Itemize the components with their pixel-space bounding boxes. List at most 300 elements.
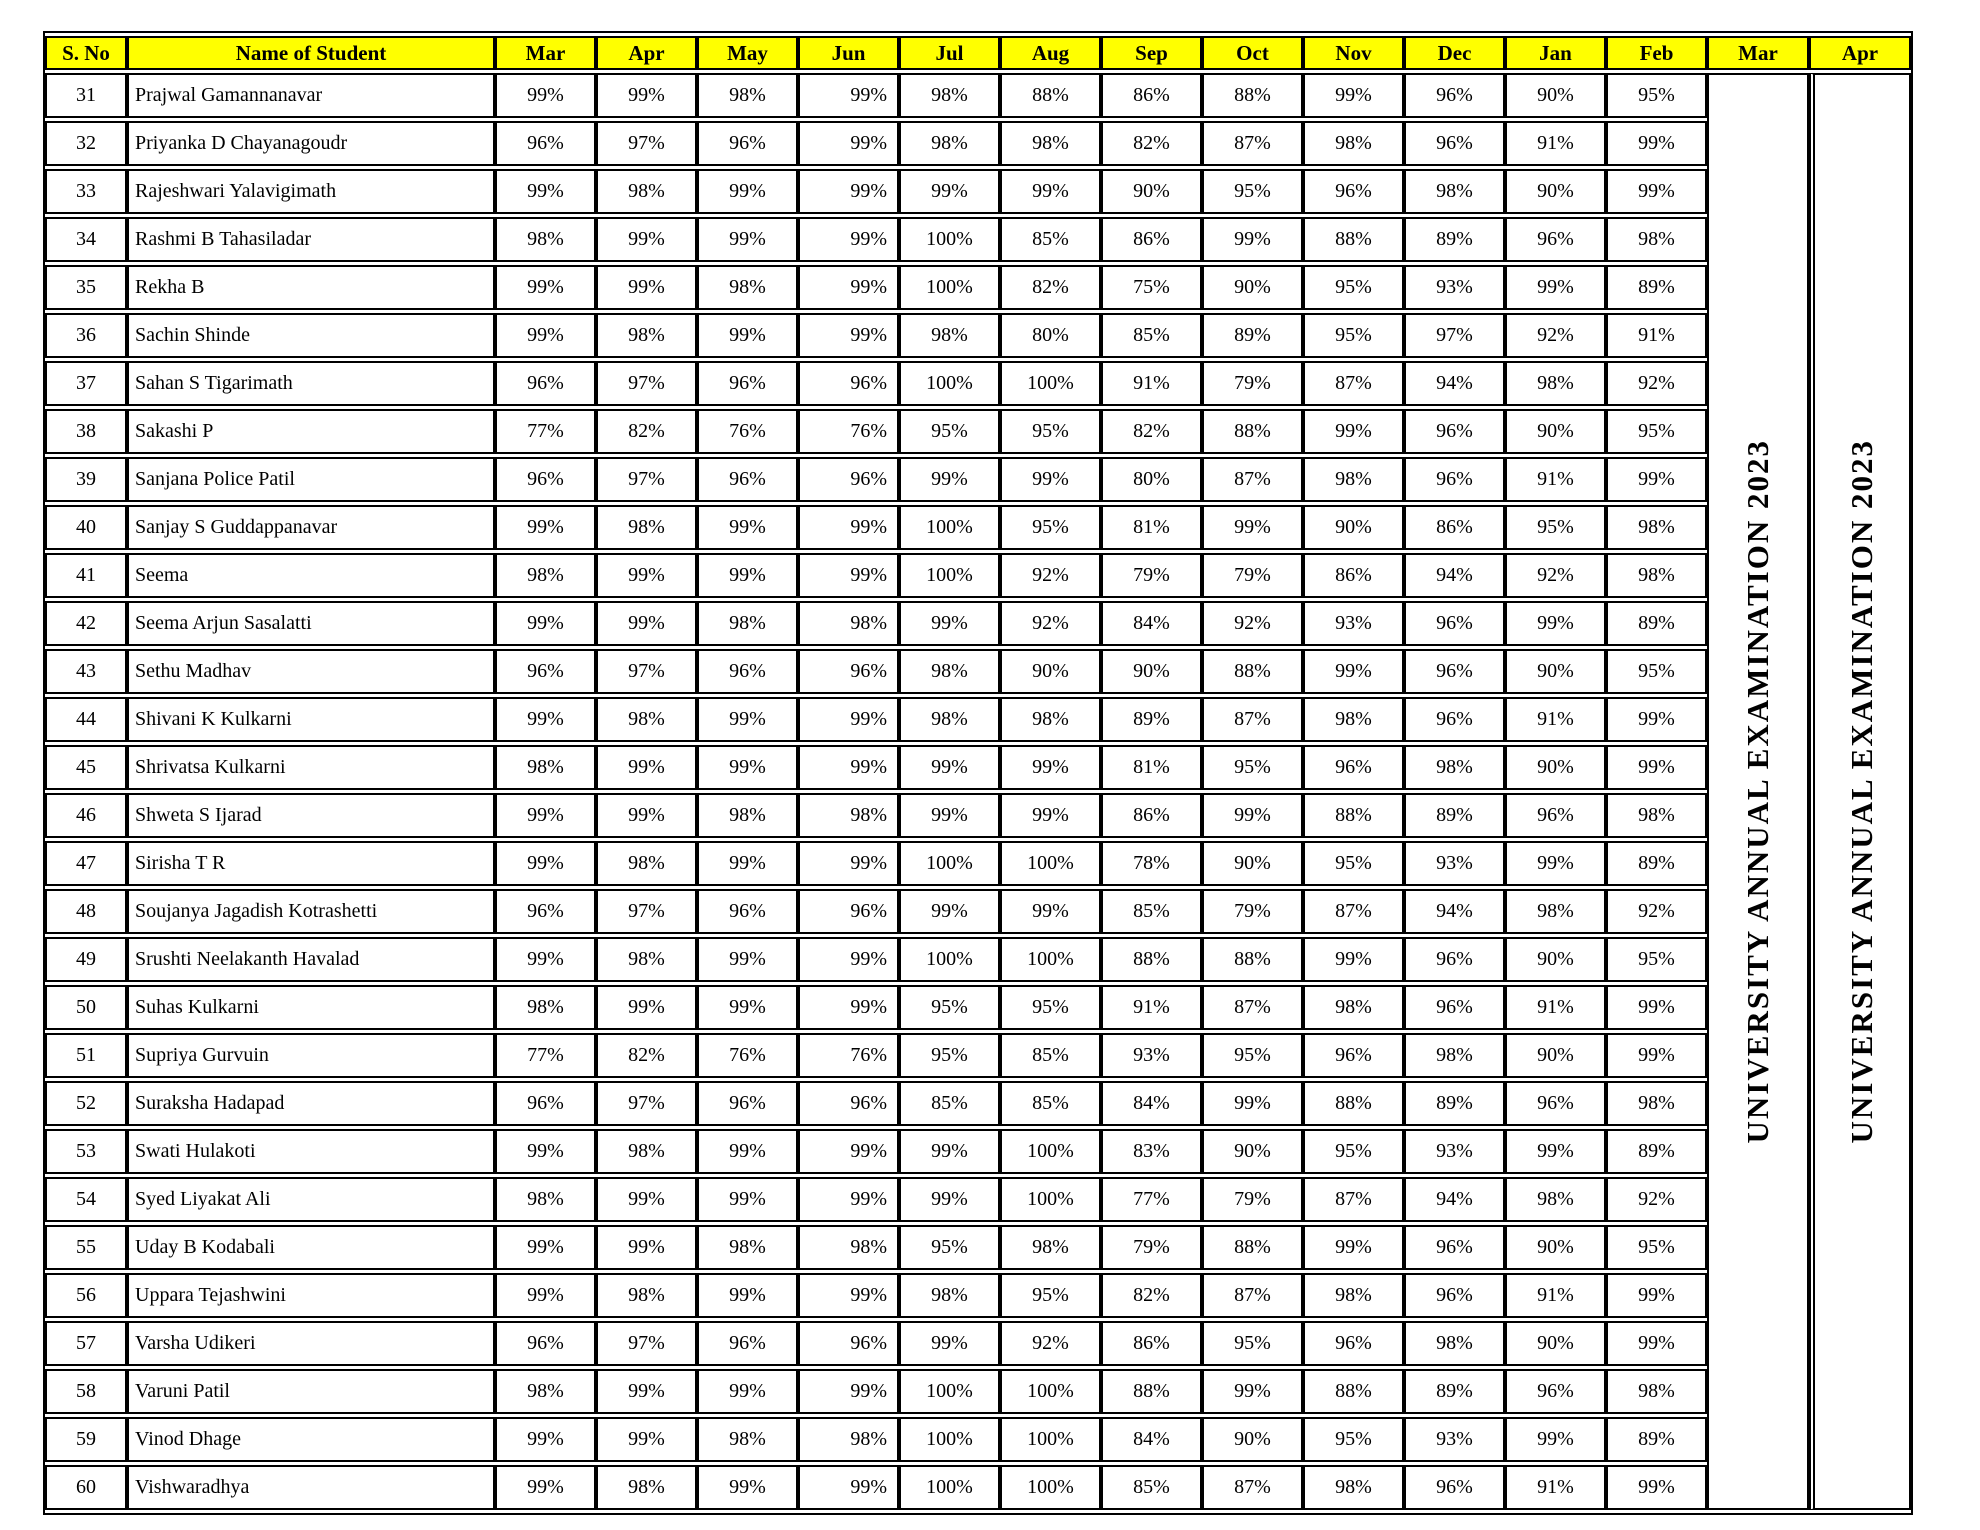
exam-vertical-cell-apr (1809, 73, 1911, 1510)
attendance-cell: 90% (1505, 1033, 1606, 1078)
row-number-cell: 38 (45, 409, 127, 454)
attendance-cell: 91% (1101, 985, 1202, 1030)
attendance-cell: 99% (899, 745, 1000, 790)
attendance-cell: 88% (1303, 217, 1404, 262)
attendance-cell: 100% (899, 937, 1000, 982)
attendance-cell: 87% (1303, 1177, 1404, 1222)
student-name-cell: Srushti Neelakanth Havalad (127, 937, 495, 982)
attendance-cell: 98% (899, 697, 1000, 742)
attendance-cell: 99% (899, 889, 1000, 934)
attendance-cell: 99% (1303, 649, 1404, 694)
attendance-cell: 99% (697, 169, 798, 214)
attendance-cell: 99% (798, 265, 899, 310)
row-number-cell: 33 (45, 169, 127, 214)
attendance-cell: 98% (1303, 1273, 1404, 1318)
attendance-cell: 100% (1000, 1129, 1101, 1174)
attendance-cell: 93% (1404, 1417, 1505, 1462)
attendance-cell: 99% (596, 985, 697, 1030)
column-header-month: Sep (1101, 36, 1202, 70)
student-name-cell: Shrivatsa Kulkarni (127, 745, 495, 790)
column-header-month: Mar (495, 36, 596, 70)
attendance-sheet (43, 31, 1913, 1515)
attendance-cell: 99% (495, 1417, 596, 1462)
student-name-cell: Supriya Gurvuin (127, 1033, 495, 1078)
student-name-cell: Sirisha T R (127, 841, 495, 886)
attendance-cell: 84% (1101, 1081, 1202, 1126)
attendance-cell: 95% (1303, 313, 1404, 358)
table-row (45, 505, 1911, 550)
attendance-cell: 99% (1606, 457, 1707, 502)
table-row (45, 1273, 1911, 1318)
student-name-cell: Suhas Kulkarni (127, 985, 495, 1030)
attendance-cell: 99% (1505, 601, 1606, 646)
attendance-cell: 95% (1303, 1417, 1404, 1462)
table-row (45, 121, 1911, 166)
table-row (45, 697, 1911, 742)
attendance-cell: 79% (1101, 553, 1202, 598)
attendance-cell: 89% (1202, 313, 1303, 358)
student-name-cell: Sanjana Police Patil (127, 457, 495, 502)
attendance-cell: 88% (1000, 73, 1101, 118)
attendance-cell: 95% (1303, 265, 1404, 310)
attendance-cell: 99% (1505, 265, 1606, 310)
attendance-cell: 76% (697, 1033, 798, 1078)
row-number-cell: 32 (45, 121, 127, 166)
row-number-cell: 44 (45, 697, 127, 742)
attendance-cell: 99% (495, 1465, 596, 1510)
table-row (45, 649, 1911, 694)
table-row (45, 1369, 1911, 1414)
attendance-cell: 99% (798, 217, 899, 262)
table-row (45, 1225, 1911, 1270)
attendance-cell: 92% (1000, 553, 1101, 598)
attendance-cell: 99% (697, 1129, 798, 1174)
attendance-cell: 79% (1202, 361, 1303, 406)
row-number-cell: 34 (45, 217, 127, 262)
attendance-cell: 99% (1606, 1273, 1707, 1318)
attendance-cell: 91% (1505, 1273, 1606, 1318)
attendance-cell: 96% (697, 361, 798, 406)
attendance-cell: 100% (899, 217, 1000, 262)
attendance-cell: 99% (798, 697, 899, 742)
attendance-cell: 90% (1505, 1225, 1606, 1270)
attendance-cell: 91% (1505, 985, 1606, 1030)
attendance-cell: 96% (1404, 601, 1505, 646)
attendance-cell: 96% (697, 649, 798, 694)
attendance-cell: 99% (899, 793, 1000, 838)
attendance-cell: 98% (1000, 1225, 1101, 1270)
attendance-cell: 98% (1303, 457, 1404, 502)
attendance-cell: 99% (1000, 889, 1101, 934)
attendance-cell: 90% (1505, 1321, 1606, 1366)
attendance-cell: 81% (1101, 745, 1202, 790)
attendance-cell: 98% (1404, 1033, 1505, 1078)
attendance-cell: 98% (798, 601, 899, 646)
attendance-cell: 99% (697, 1465, 798, 1510)
attendance-cell: 99% (1505, 1417, 1606, 1462)
column-header-month: May (697, 36, 798, 70)
attendance-cell: 96% (697, 1321, 798, 1366)
student-name-cell: Shivani K Kulkarni (127, 697, 495, 742)
attendance-cell: 77% (495, 1033, 596, 1078)
attendance-cell: 92% (1000, 1321, 1101, 1366)
row-number-cell: 55 (45, 1225, 127, 1270)
attendance-cell: 90% (1505, 937, 1606, 982)
attendance-cell: 99% (495, 505, 596, 550)
attendance-cell: 98% (899, 121, 1000, 166)
attendance-cell: 79% (1202, 1177, 1303, 1222)
attendance-cell: 94% (1404, 889, 1505, 934)
attendance-cell: 99% (798, 1465, 899, 1510)
attendance-cell: 98% (1606, 1081, 1707, 1126)
table-row (45, 793, 1911, 838)
attendance-cell: 98% (798, 1417, 899, 1462)
row-number-cell: 49 (45, 937, 127, 982)
attendance-cell: 90% (1101, 649, 1202, 694)
student-name-cell: Rajeshwari Yalavigimath (127, 169, 495, 214)
attendance-cell: 90% (1505, 73, 1606, 118)
row-number-cell: 52 (45, 1081, 127, 1126)
attendance-cell: 95% (1606, 1225, 1707, 1270)
attendance-cell: 88% (1202, 649, 1303, 694)
student-name-cell: Prajwal Gamannanavar (127, 73, 495, 118)
attendance-cell: 88% (1202, 73, 1303, 118)
student-name-cell: Rekha B (127, 265, 495, 310)
attendance-cell: 98% (495, 217, 596, 262)
attendance-cell: 84% (1101, 601, 1202, 646)
attendance-cell: 99% (596, 793, 697, 838)
attendance-cell: 99% (798, 169, 899, 214)
attendance-cell: 95% (899, 985, 1000, 1030)
attendance-cell: 92% (1505, 553, 1606, 598)
row-number-cell: 41 (45, 553, 127, 598)
attendance-cell: 99% (697, 1369, 798, 1414)
student-name-cell: Sahan S Tigarimath (127, 361, 495, 406)
attendance-cell: 100% (1000, 937, 1101, 982)
attendance-cell: 99% (697, 1273, 798, 1318)
attendance-cell: 96% (1404, 409, 1505, 454)
attendance-cell: 97% (596, 121, 697, 166)
attendance-cell: 99% (596, 1177, 697, 1222)
attendance-cell: 76% (697, 409, 798, 454)
column-header-month: Aug (1000, 36, 1101, 70)
attendance-cell: 98% (495, 745, 596, 790)
attendance-cell: 95% (899, 1033, 1000, 1078)
attendance-cell: 99% (495, 1129, 596, 1174)
attendance-cell: 96% (1505, 1369, 1606, 1414)
attendance-cell: 86% (1303, 553, 1404, 598)
student-name-cell: Shweta S Ijarad (127, 793, 495, 838)
attendance-cell: 76% (798, 1033, 899, 1078)
attendance-cell: 98% (1000, 121, 1101, 166)
attendance-cell: 96% (697, 1081, 798, 1126)
student-name-cell: Swati Hulakoti (127, 1129, 495, 1174)
attendance-cell: 98% (1303, 1465, 1404, 1510)
attendance-cell: 98% (495, 985, 596, 1030)
attendance-cell: 93% (1404, 265, 1505, 310)
attendance-cell: 99% (596, 73, 697, 118)
attendance-cell: 99% (697, 1177, 798, 1222)
attendance-table (43, 31, 1913, 1515)
attendance-cell: 98% (1404, 1321, 1505, 1366)
attendance-cell: 98% (596, 1465, 697, 1510)
attendance-cell: 82% (596, 409, 697, 454)
student-name-cell: Sakashi P (127, 409, 495, 454)
column-header-month: Nov (1303, 36, 1404, 70)
column-header-month: Jan (1505, 36, 1606, 70)
attendance-cell: 94% (1404, 1177, 1505, 1222)
attendance-cell: 98% (1404, 745, 1505, 790)
attendance-cell: 91% (1505, 457, 1606, 502)
attendance-cell: 86% (1101, 793, 1202, 838)
attendance-cell: 80% (1000, 313, 1101, 358)
student-name-cell: Suraksha Hadapad (127, 1081, 495, 1126)
attendance-cell: 99% (1202, 793, 1303, 838)
attendance-cell: 98% (697, 601, 798, 646)
attendance-cell: 98% (798, 793, 899, 838)
row-number-cell: 53 (45, 1129, 127, 1174)
attendance-cell: 98% (1303, 697, 1404, 742)
attendance-cell: 99% (495, 937, 596, 982)
attendance-cell: 88% (1101, 937, 1202, 982)
student-name-cell: Sanjay S Guddappanavar (127, 505, 495, 550)
attendance-cell: 82% (1000, 265, 1101, 310)
attendance-cell: 96% (1404, 1225, 1505, 1270)
attendance-cell: 99% (798, 985, 899, 1030)
attendance-cell: 98% (1404, 169, 1505, 214)
attendance-cell: 97% (1404, 313, 1505, 358)
attendance-cell: 99% (596, 217, 697, 262)
attendance-cell: 99% (798, 841, 899, 886)
attendance-cell: 95% (1303, 841, 1404, 886)
attendance-cell: 99% (495, 73, 596, 118)
attendance-table-body (45, 73, 1911, 1510)
attendance-cell: 99% (495, 841, 596, 886)
attendance-cell: 85% (899, 1081, 1000, 1126)
attendance-cell: 99% (1303, 409, 1404, 454)
row-number-cell: 48 (45, 889, 127, 934)
attendance-cell: 95% (1606, 649, 1707, 694)
attendance-cell: 99% (697, 985, 798, 1030)
attendance-cell: 96% (1404, 937, 1505, 982)
attendance-cell: 99% (1000, 793, 1101, 838)
attendance-cell: 86% (1101, 1321, 1202, 1366)
exam-vertical-label: UNIVERSITY ANNUAL EXAMINATION 2023 (1740, 439, 1775, 1144)
attendance-cell: 89% (1101, 697, 1202, 742)
attendance-cell: 95% (1000, 505, 1101, 550)
attendance-cell: 99% (596, 745, 697, 790)
attendance-cell: 99% (495, 313, 596, 358)
attendance-cell: 98% (596, 841, 697, 886)
attendance-cell: 100% (899, 1465, 1000, 1510)
attendance-cell: 100% (1000, 361, 1101, 406)
attendance-table-header (45, 36, 1911, 70)
attendance-cell: 99% (1505, 1129, 1606, 1174)
attendance-cell: 99% (1606, 745, 1707, 790)
table-row (45, 457, 1911, 502)
attendance-cell: 100% (899, 553, 1000, 598)
attendance-cell: 96% (1303, 169, 1404, 214)
exam-vertical-cell-mar (1707, 73, 1809, 1510)
attendance-cell: 96% (697, 457, 798, 502)
attendance-cell: 89% (1404, 1081, 1505, 1126)
attendance-cell: 96% (1505, 217, 1606, 262)
attendance-cell: 93% (1101, 1033, 1202, 1078)
attendance-cell: 87% (1202, 697, 1303, 742)
attendance-cell: 96% (1404, 1465, 1505, 1510)
attendance-cell: 87% (1202, 985, 1303, 1030)
attendance-cell: 96% (1404, 1273, 1505, 1318)
column-header-sno: S. No (45, 36, 127, 70)
attendance-cell: 88% (1202, 409, 1303, 454)
attendance-cell: 95% (899, 1225, 1000, 1270)
attendance-cell: 99% (1606, 1033, 1707, 1078)
attendance-cell: 92% (1606, 1177, 1707, 1222)
attendance-cell: 96% (798, 889, 899, 934)
attendance-cell: 85% (1101, 313, 1202, 358)
attendance-cell: 98% (495, 553, 596, 598)
attendance-cell: 98% (798, 1225, 899, 1270)
attendance-cell: 100% (1000, 1369, 1101, 1414)
attendance-cell: 99% (1303, 937, 1404, 982)
attendance-cell: 95% (1606, 73, 1707, 118)
attendance-cell: 98% (495, 1177, 596, 1222)
student-name-cell: Soujanya Jagadish Kotrashetti (127, 889, 495, 934)
attendance-cell: 100% (899, 361, 1000, 406)
student-name-cell: Sachin Shinde (127, 313, 495, 358)
header-row (45, 36, 1911, 70)
table-row (45, 1177, 1911, 1222)
attendance-cell: 99% (1202, 217, 1303, 262)
attendance-cell: 99% (1000, 745, 1101, 790)
column-header-exam-mar: Mar (1707, 36, 1809, 70)
attendance-cell: 99% (899, 1129, 1000, 1174)
attendance-cell: 88% (1303, 1369, 1404, 1414)
attendance-cell: 99% (798, 73, 899, 118)
attendance-cell: 99% (798, 1273, 899, 1318)
attendance-cell: 88% (1303, 1081, 1404, 1126)
attendance-cell: 85% (1101, 889, 1202, 934)
attendance-cell: 96% (1505, 1081, 1606, 1126)
attendance-cell: 75% (1101, 265, 1202, 310)
attendance-cell: 96% (798, 1081, 899, 1126)
table-row (45, 1081, 1911, 1126)
attendance-cell: 96% (495, 457, 596, 502)
attendance-cell: 87% (1202, 1465, 1303, 1510)
attendance-cell: 97% (596, 649, 697, 694)
attendance-cell: 99% (798, 745, 899, 790)
attendance-cell: 90% (1202, 841, 1303, 886)
attendance-cell: 87% (1303, 889, 1404, 934)
attendance-cell: 95% (1202, 1033, 1303, 1078)
attendance-cell: 92% (1000, 601, 1101, 646)
attendance-cell: 99% (697, 745, 798, 790)
attendance-cell: 99% (596, 601, 697, 646)
table-row (45, 1417, 1911, 1462)
table-row (45, 73, 1911, 118)
attendance-cell: 91% (1505, 1465, 1606, 1510)
attendance-cell: 96% (1505, 793, 1606, 838)
row-number-cell: 43 (45, 649, 127, 694)
attendance-cell: 99% (899, 169, 1000, 214)
attendance-cell: 89% (1404, 793, 1505, 838)
attendance-cell: 85% (1000, 217, 1101, 262)
attendance-cell: 99% (1606, 121, 1707, 166)
table-row (45, 985, 1911, 1030)
table-row (45, 1321, 1911, 1366)
attendance-cell: 87% (1202, 1273, 1303, 1318)
attendance-cell: 78% (1101, 841, 1202, 886)
table-row (45, 1129, 1911, 1174)
attendance-cell: 96% (798, 457, 899, 502)
attendance-cell: 85% (1000, 1033, 1101, 1078)
attendance-cell: 93% (1404, 1129, 1505, 1174)
student-name-cell: Uday B Kodabali (127, 1225, 495, 1270)
attendance-cell: 98% (596, 169, 697, 214)
attendance-cell: 98% (596, 1129, 697, 1174)
row-number-cell: 51 (45, 1033, 127, 1078)
attendance-cell: 99% (596, 553, 697, 598)
attendance-cell: 96% (495, 361, 596, 406)
attendance-cell: 86% (1101, 73, 1202, 118)
attendance-cell: 86% (1101, 217, 1202, 262)
attendance-cell: 92% (1606, 361, 1707, 406)
attendance-cell: 80% (1101, 457, 1202, 502)
attendance-cell: 100% (1000, 1177, 1101, 1222)
attendance-cell: 91% (1101, 361, 1202, 406)
attendance-cell: 100% (899, 1369, 1000, 1414)
student-name-cell: Varuni Patil (127, 1369, 495, 1414)
attendance-cell: 95% (1202, 1321, 1303, 1366)
attendance-cell: 98% (899, 649, 1000, 694)
row-number-cell: 46 (45, 793, 127, 838)
attendance-cell: 90% (1303, 505, 1404, 550)
student-name-cell: Uppara Tejashwini (127, 1273, 495, 1318)
row-number-cell: 56 (45, 1273, 127, 1318)
attendance-cell: 91% (1505, 121, 1606, 166)
attendance-cell: 92% (1606, 889, 1707, 934)
attendance-cell: 91% (1505, 697, 1606, 742)
attendance-cell: 97% (596, 1321, 697, 1366)
attendance-cell: 95% (1202, 745, 1303, 790)
student-name-cell: Varsha Udikeri (127, 1321, 495, 1366)
row-number-cell: 59 (45, 1417, 127, 1462)
attendance-cell: 99% (798, 937, 899, 982)
attendance-cell: 99% (798, 313, 899, 358)
attendance-cell: 96% (495, 1081, 596, 1126)
attendance-cell: 99% (495, 265, 596, 310)
attendance-cell: 86% (1404, 505, 1505, 550)
attendance-cell: 85% (1101, 1465, 1202, 1510)
attendance-cell: 99% (798, 553, 899, 598)
attendance-cell: 94% (1404, 361, 1505, 406)
attendance-cell: 82% (1101, 1273, 1202, 1318)
attendance-cell: 96% (798, 1321, 899, 1366)
row-number-cell: 60 (45, 1465, 127, 1510)
table-row (45, 1033, 1911, 1078)
attendance-cell: 95% (1202, 169, 1303, 214)
attendance-cell: 90% (1505, 409, 1606, 454)
attendance-cell: 77% (1101, 1177, 1202, 1222)
attendance-cell: 95% (1606, 937, 1707, 982)
attendance-cell: 90% (1505, 169, 1606, 214)
attendance-cell: 99% (697, 553, 798, 598)
student-name-cell: Sethu Madhav (127, 649, 495, 694)
attendance-cell: 99% (697, 937, 798, 982)
row-number-cell: 47 (45, 841, 127, 886)
attendance-cell: 91% (1606, 313, 1707, 358)
row-number-cell: 54 (45, 1177, 127, 1222)
